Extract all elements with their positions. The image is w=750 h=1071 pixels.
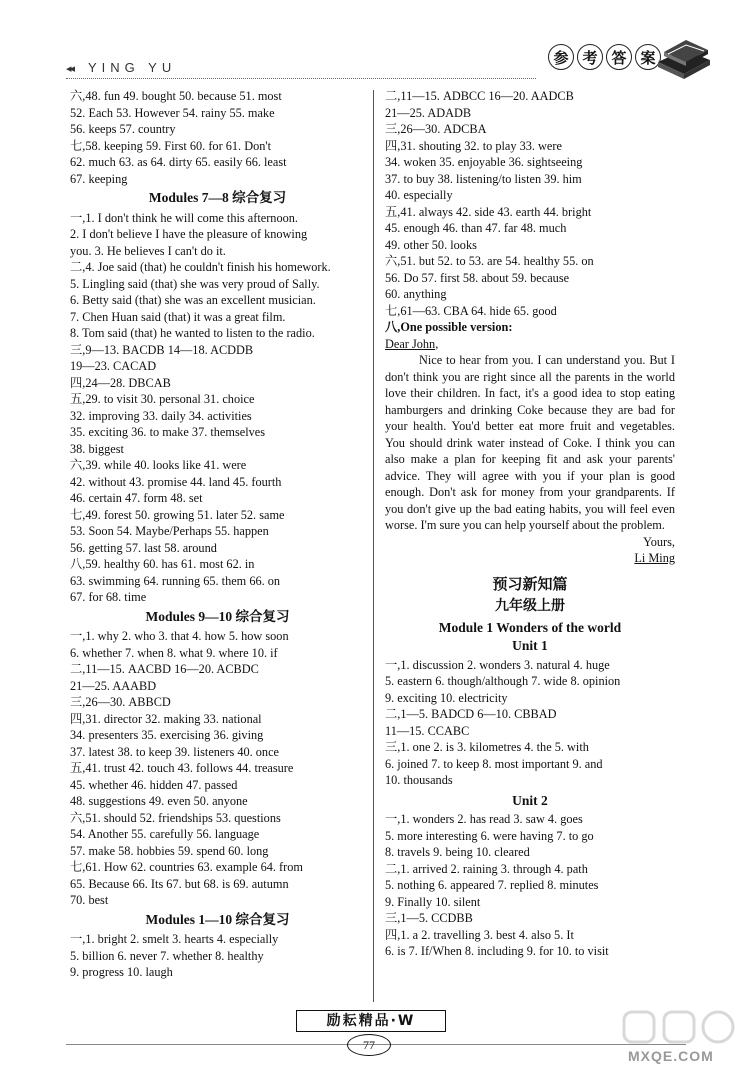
answer-line: 四,24—28. DBCAB: [70, 375, 171, 390]
answer-line: 三,26—30. ADCBA: [385, 122, 487, 136]
answer-line: 37. to buy 38. listening/to listen 39. him: [385, 171, 582, 186]
answer-line: 42. without 43. promise 44. land 45. fourth: [70, 474, 282, 489]
watermark-url: MXQE.COM: [628, 1048, 714, 1064]
answer-line: 62. much 63. as 64. dirty 65. easily 66. least: [70, 155, 287, 169]
page-number: 77: [347, 1034, 391, 1056]
subject-label: YING YU: [88, 60, 177, 75]
answer-line: 6. joined 7. to keep 8. most important 9. and: [385, 756, 603, 771]
answer-line: 9. exciting 10. electricity: [385, 690, 508, 705]
answer-line: 五,41. always 42. side 43. earth 44. bright: [385, 204, 592, 219]
answer-line: 8. travels 9. being 10. cleared: [385, 845, 530, 859]
grade-title: 九年级上册: [495, 599, 565, 614]
answers-block: [385, 811, 675, 960]
answer-line: 34. woken 35. enjoyable 36. sightseeing: [385, 155, 583, 169]
answer-line: 37. latest 38. to keep 39. listeners 40. once: [70, 744, 279, 759]
answer-line: 5. more interesting 6. were having 7. to go: [385, 828, 594, 843]
answer-line: 五,41. trust 42. touch 43. follows 44. treasure: [70, 761, 294, 775]
brand-label: 励耘精品·W: [296, 1010, 446, 1032]
answers-block: [70, 210, 365, 606]
answer-line: 35. exciting 36. to make 37. themselves: [70, 425, 266, 439]
answer-line: 五,29. to visit 30. personal 31. choice: [70, 392, 255, 406]
books-icon: [654, 32, 714, 82]
answer-line: 七,58. keeping 59. First 60. for 61. Don't: [70, 138, 272, 153]
answer-line: 七,61—63. CBA 64. hide 65. good: [385, 303, 557, 318]
answer-line: 21—25. ADADB: [385, 105, 472, 120]
answer-line: 2. I don't believe I have the pleasure of knowing: [70, 227, 308, 241]
answer-line: 5. billion 6. never 7. whether 8. healthy: [70, 948, 264, 963]
answer-line: 7. Chen Huan said (that) it was a great film.: [70, 309, 286, 324]
answer-line: 45. whether 46. hidden 47. passed: [70, 777, 238, 792]
answers-block: [385, 88, 675, 319]
answer-line: 45. enough 46. than 47. far 48. much: [385, 221, 567, 235]
answer-line: 53. Soon 54. Maybe/Perhaps 55. happen: [70, 524, 269, 538]
heading-modules-7-8: Modules 7—8 综合复习: [148, 190, 287, 205]
answer-line: 65. Because 66. Its 67. but 68. is 69. autumn: [70, 876, 289, 891]
answer-line: 52. Each 53. However 54. rainy 55. make: [70, 105, 275, 120]
answer-line: 二,1—5. BADCD 6—10. CBBAD: [385, 707, 557, 721]
answer-line: 9. progress 10. laugh: [70, 965, 173, 979]
answer-line: 一,1. discussion 2. wonders 3. natural 4. huge: [385, 657, 610, 672]
answer-line: 19—23. CACAD: [70, 359, 157, 373]
answer-line: 40. especially: [385, 188, 453, 202]
answer-line: 67. keeping: [70, 171, 128, 186]
answers-block: [70, 931, 365, 981]
answer-line: 三,9—13. BACDB 14—18. ACDDB: [70, 342, 254, 357]
answer-line: 9. Finally 10. silent: [385, 894, 481, 909]
answers-block: [385, 657, 675, 789]
left-column: [70, 88, 365, 981]
unit-1-title: Unit 1: [512, 638, 548, 653]
badge-char: 案: [635, 44, 661, 70]
column-divider: [373, 90, 374, 1002]
answer-line: 七,61. How 62. countries 63. example 64. from: [70, 860, 303, 874]
page-header: [0, 0, 750, 88]
answer-line: 二,4. Joe said (that) he couldn't finish his homework.: [70, 260, 331, 274]
answer-line: 三,1—5. CCDBB: [385, 911, 473, 925]
answer-line: 38. biggest: [70, 441, 124, 456]
badge-char: 参: [548, 44, 574, 70]
answer-line: 70. best: [70, 893, 109, 907]
answer-line: you. 3. He believes I can't do it.: [70, 243, 226, 258]
answer-line: 六,48. fun 49. bought 50. because 51. most: [70, 89, 282, 103]
answer-line: 57. make 58. hobbies 59. spend 60. long: [70, 843, 269, 858]
answer-line: 49. other 50. looks: [385, 237, 477, 252]
answers-block: [70, 88, 365, 187]
unit-2-title: Unit 2: [512, 792, 548, 808]
heading-modules-1-10: Modules 1—10 综合复习: [145, 911, 290, 927]
answer-line: 60. anything: [385, 287, 447, 301]
answer-line: 二,1. arrived 2. raining 3. through 4. path: [385, 861, 588, 876]
answer-line: 一,1. I don't think he will come this afternoon.: [70, 210, 298, 225]
answer-line: 6. whether 7. when 8. what 9. where 10. if: [70, 645, 278, 660]
answer-line: 6. is 7. If/When 8. including 9. for 10. to visit: [385, 944, 609, 958]
badge-char: 考: [577, 44, 603, 70]
answer-line: 54. Another 55. carefully 56. language: [70, 827, 260, 841]
answer-line: 二,11—15. AACBD 16—20. ACBDC: [70, 662, 259, 676]
answer-line: 8. Tom said (that) he wanted to listen to the radio.: [70, 326, 315, 340]
answer-line: 一,1. bright 2. smelt 3. hearts 4. especially: [70, 932, 279, 946]
section-title: 预习新知篇: [492, 576, 568, 593]
answer-key-badge: [548, 44, 661, 70]
answer-line: 5. nothing 6. appeared 7. replied 8. minutes: [385, 878, 599, 892]
header-dotted-rule: [66, 78, 536, 79]
answer-line: 10. thousands: [385, 773, 453, 787]
module-title: Module 1 Wonders of the world: [438, 619, 622, 635]
answer-line: 四,1. a 2. travelling 3. best 4. also 5. It: [385, 927, 574, 942]
answer-line: 32. improving 33. daily 34. activities: [70, 408, 252, 423]
answer-line: 一,1. why 2. who 3. that 4. how 5. how soon: [70, 629, 289, 643]
version-label: 八,One possible version:: [385, 320, 513, 334]
answer-line: 四,31. shouting 32. to play 33. were: [385, 138, 562, 153]
answer-line: 5. Lingling said (that) she was very proud of Sally.: [70, 276, 320, 291]
answer-line: 34. presenters 35. exercising 36. giving: [70, 728, 264, 742]
answer-line: 5. eastern 6. though/although 7. wide 8. opinion: [385, 674, 621, 688]
letter-signature: Li Ming: [634, 551, 675, 565]
letter-salutation: Dear John,: [385, 336, 439, 351]
answer-line: 三,26—30. ABBCD: [70, 695, 171, 709]
answers-block: [70, 628, 365, 909]
answer-line: 六,51. but 52. to 53. are 54. healthy 55. on: [385, 254, 594, 268]
letter-closing: Yours,: [643, 534, 675, 549]
heading-modules-9-10: Modules 9—10 综合复习: [145, 608, 290, 624]
answer-line: 六,39. while 40. looks like 41. were: [70, 458, 247, 472]
answer-line: 48. suggestions 49. even 50. anyone: [70, 794, 248, 808]
right-column: [385, 88, 675, 960]
answer-line: 21—25. AAABD: [70, 678, 157, 693]
answer-line: 63. swimming 64. running 65. them 66. on: [70, 573, 281, 588]
answer-line: 三,1. one 2. is 3. kilometres 4. the 5. with: [385, 740, 589, 754]
answer-line: 56. Do 57. first 58. about 59. because: [385, 270, 570, 285]
header-arrows: ◂◂: [66, 62, 74, 75]
answer-line: 一,1. wonders 2. has read 3. saw 4. goes: [385, 812, 583, 826]
answer-line: 56. getting 57. last 58. around: [70, 540, 217, 555]
answer-line: 6. Betty said (that) she was an excellent musician.: [70, 293, 316, 307]
answer-line: 二,11—15. ADBCC 16—20. AADCB: [385, 89, 574, 103]
sample-letter: Nice to hear from you. I can understand you. But I don't think you are right since all the parents in the world love their children. In fact, it's a good idea to stop eating hamburgers and drinking Coke because they are bad for your health. You'd better eat more fruit and vegetables. You should drink water instead of Coke. I think you can also make a plan for keeping fit and ask your parents' advice. They will agree with you if your plan is good enough. Don't ask for money from your grandparents. If you don't give up the bad eating habits, you will feel even worse. I'm sure you can help yourself about the problem.: [385, 353, 675, 532]
badge-char: 答: [606, 44, 632, 70]
answer-line: 八,59. healthy 60. has 61. most 62. in: [70, 557, 255, 571]
answer-line: 67. for 68. time: [70, 590, 147, 604]
answer-line: 46. certain 47. form 48. set: [70, 491, 203, 505]
answer-line: 六,51. should 52. friendships 53. questions: [70, 810, 281, 825]
answer-line: 11—15. CCABC: [385, 723, 470, 738]
answer-line: 四,31. director 32. making 33. national: [70, 711, 262, 726]
watermark-logo-icon: [620, 1006, 740, 1050]
answer-line: 七,49. forest 50. growing 51. later 52. same: [70, 507, 285, 522]
answer-line: 56. keeps 57. country: [70, 122, 176, 136]
